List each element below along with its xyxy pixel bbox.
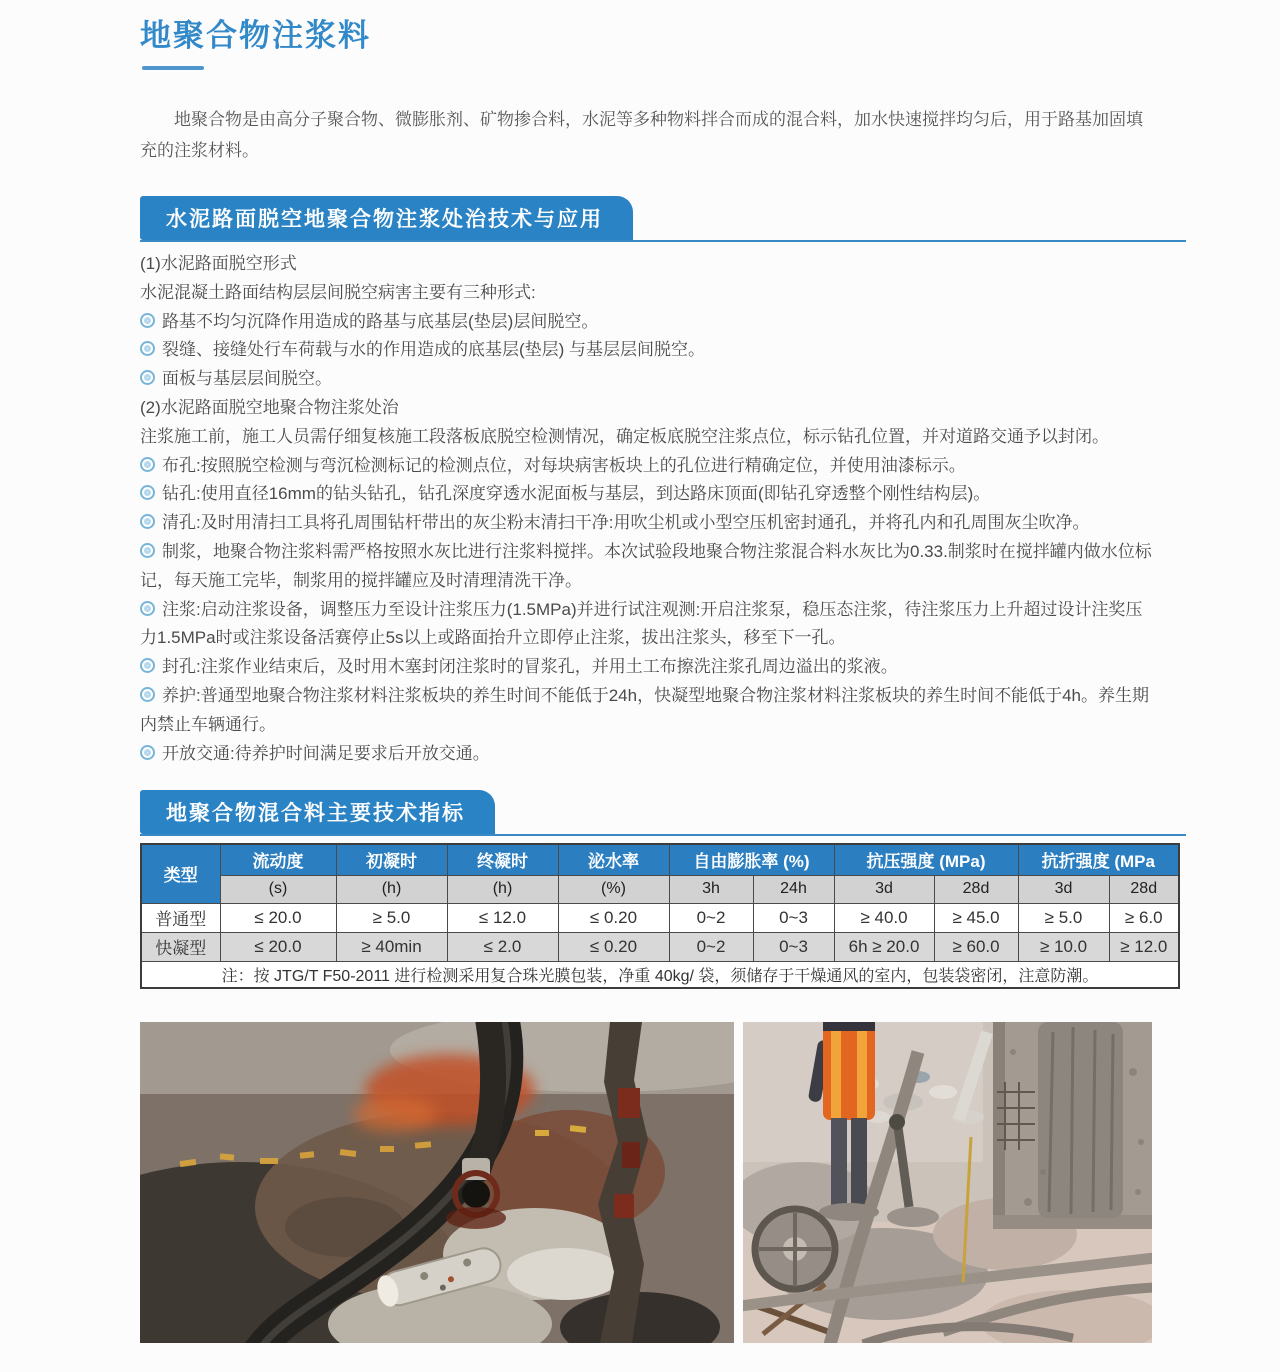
unit-header-cell: 3h [669,875,753,903]
value-cell: ≥ 5.0 [336,903,447,932]
row-type-cell: 普通型 [141,903,220,932]
unit-header-cell: (h) [447,875,558,903]
procedure-item: 水泥混凝土路面结构层层间脱空病害主要有三种形式: [140,282,536,302]
table-subheader-row [141,875,1179,903]
title-underline [142,66,204,70]
value-cell: ≤ 0.20 [558,932,669,961]
procedure-item: 面板与基层层间脱空。 [140,365,1154,394]
table-footnote-row [141,961,1179,988]
ring-bullet-icon [140,485,155,500]
unit-header-cell: 3d [834,875,934,903]
ring-bullet-icon [140,313,155,328]
value-cell: 0~3 [753,932,834,961]
table-body [141,903,1179,961]
column-header-cell: 抗压强度 (MPa) [834,844,1018,875]
unit-header-cell: (h) [336,875,447,903]
photo-gallery [140,1022,1152,1343]
value-cell: 6h ≥ 20.0 [834,932,934,961]
value-cell: 0~3 [753,903,834,932]
value-cell: ≤ 0.20 [558,903,669,932]
procedure-list [140,250,1154,768]
procedure-item: 养护:普通型地聚合物注浆材料注浆板块的养生时间不能低于24h，快凝型地聚合物注浆材料注浆板块的养生时间不能低于4h。养生期内禁止车辆通行。 [140,685,1149,734]
procedure-item: 注浆:启动注浆设备，调整压力至设计注浆压力(1.5MPa)并进行试注观测:开启注浆泵，稳压态注浆，待注浆压力上升超过设计注奖压力1.5MPa时或注浆设备活赛停止5s以上或路面抬升立即停止注浆，拔出注浆头，移至下一孔。 [140,599,1143,648]
table-header-row [141,844,1179,875]
value-cell: ≤ 20.0 [220,932,336,961]
procedure-item: (1)水泥路面脱空形式 [140,254,297,273]
value-cell: ≥ 5.0 [1018,903,1109,932]
procedure-item: (2)水泥路面脱空地聚合物注浆处治 [140,397,399,417]
section-heading-technology: 水泥路面脱空地聚合物注浆处治技术与应用 [140,196,633,240]
column-header-cell: 自由膨胀率 (%) [669,844,834,875]
unit-header-cell: 28d [934,875,1018,903]
ring-bullet-icon [140,457,155,472]
value-cell: ≥ 60.0 [934,932,1018,961]
procedure-item: 开放交通:待养护时间满足要求后开放交通。 [140,740,1154,769]
procedure-item: 清孔:及时用清扫工具将孔周围钻杆带出的灰尘粉末清扫干净:用吹尘机或小型空压机密封通孔，并将孔内和孔周围灰尘吹净。 [140,509,1154,538]
value-cell: 0~2 [669,903,753,932]
procedure-item: 路基不均匀沉降作用造成的路基与底基层(垫层)层间脱空。 [140,308,1154,337]
procedure-item: 封孔:注浆作业结束后，及时用木塞封闭注浆时的冒浆孔，并用土工布擦洗注浆孔周边溢出的浆液。 [140,653,1154,682]
unit-header-cell: (%) [558,875,669,903]
table-row [141,903,1179,932]
value-cell: ≤ 2.0 [447,932,558,961]
ring-bullet-icon [140,543,155,558]
ring-bullet-icon [140,745,155,760]
column-header-cell: 抗折强度 (MPa [1018,844,1179,875]
ring-bullet-icon [140,601,155,616]
grouting-hose-and-port-closeup-photo [140,1022,734,1343]
procedure-item: 制浆，地聚合物注浆料需严格按照水灰比进行注浆料搅拌。本次试验段地聚合物注浆混合料水灰比为0.33.制浆时在搅拌罐内做水位标记，每天施工完毕，制浆用的搅拌罐应及时清理清洗干净。 [140,541,1152,590]
procedure-item: 注浆施工前，施工人员需仔细复核施工段落板底脱空检测情况，确定板底脱空注浆点位，标示钻孔位置，并对道路交通予以封闭。 [140,426,1109,446]
section-banner-row [140,790,1186,836]
column-header-cell: 初凝时 [336,844,447,875]
ring-bullet-icon [140,687,155,702]
unit-header-cell: 24h [753,875,834,903]
intro-paragraph: 地聚合物是由高分子聚合物、微膨胀剂、矿物掺合料，水泥等多种物料拌合而成的混合料，加水快速搅拌均匀后，用于路基加固填充的注浆材料。 [140,110,1143,160]
procedure-item: 钻孔:使用直径16mm的钻头钻孔，钻孔深度穿透水泥面板与基层，到达路床顶面(即钻孔穿透整个刚性结构层)。 [140,480,1154,509]
spec-table [140,843,1180,989]
unit-header-cell: 3d [1018,875,1109,903]
procedure-item: 布孔:按照脱空检测与弯沉检测标记的检测点位，对每块病害板块上的孔位进行精确定位，并使用油漆标示。 [140,452,1154,481]
row-type-cell: 快凝型 [141,932,220,961]
value-cell: ≥ 10.0 [1018,932,1109,961]
section-heading-specs: 地聚合物混合料主要技术指标 [140,790,495,834]
value-cell: ≥ 40min [336,932,447,961]
table-footnote: 注：按 JTG/T F50-2011 进行检测采用复合珠光膜包装，净重 40kg/ 袋，须储存于干燥通风的室内，包装袋密闭，注意防潮。 [141,961,1179,988]
table-row [141,932,1179,961]
section-banner-row [140,196,1186,242]
value-cell: ≤ 12.0 [447,903,558,932]
corner-header-cell: 类型 [141,844,220,903]
value-cell: ≥ 40.0 [834,903,934,932]
page-title: 地聚合物注浆料 [140,18,371,53]
grouting-construction-site-photo [743,1022,1152,1343]
value-cell: ≥ 45.0 [934,903,1018,932]
value-cell: ≤ 20.0 [220,903,336,932]
value-cell: 0~2 [669,932,753,961]
ring-bullet-icon [140,514,155,529]
ring-bullet-icon [140,370,155,385]
column-header-cell: 泌水率 [558,844,669,875]
unit-header-cell: (s) [220,875,336,903]
column-header-cell: 终凝时 [447,844,558,875]
column-header-cell: 流动度 [220,844,336,875]
value-cell: ≥ 12.0 [1109,932,1179,961]
ring-bullet-icon [140,341,155,356]
value-cell: ≥ 6.0 [1109,903,1179,932]
unit-header-cell: 28d [1109,875,1179,903]
procedure-item: 裂缝、接缝处行车荷载与水的作用造成的底基层(垫层) 与基层层间脱空。 [140,336,1154,365]
ring-bullet-icon [140,658,155,673]
